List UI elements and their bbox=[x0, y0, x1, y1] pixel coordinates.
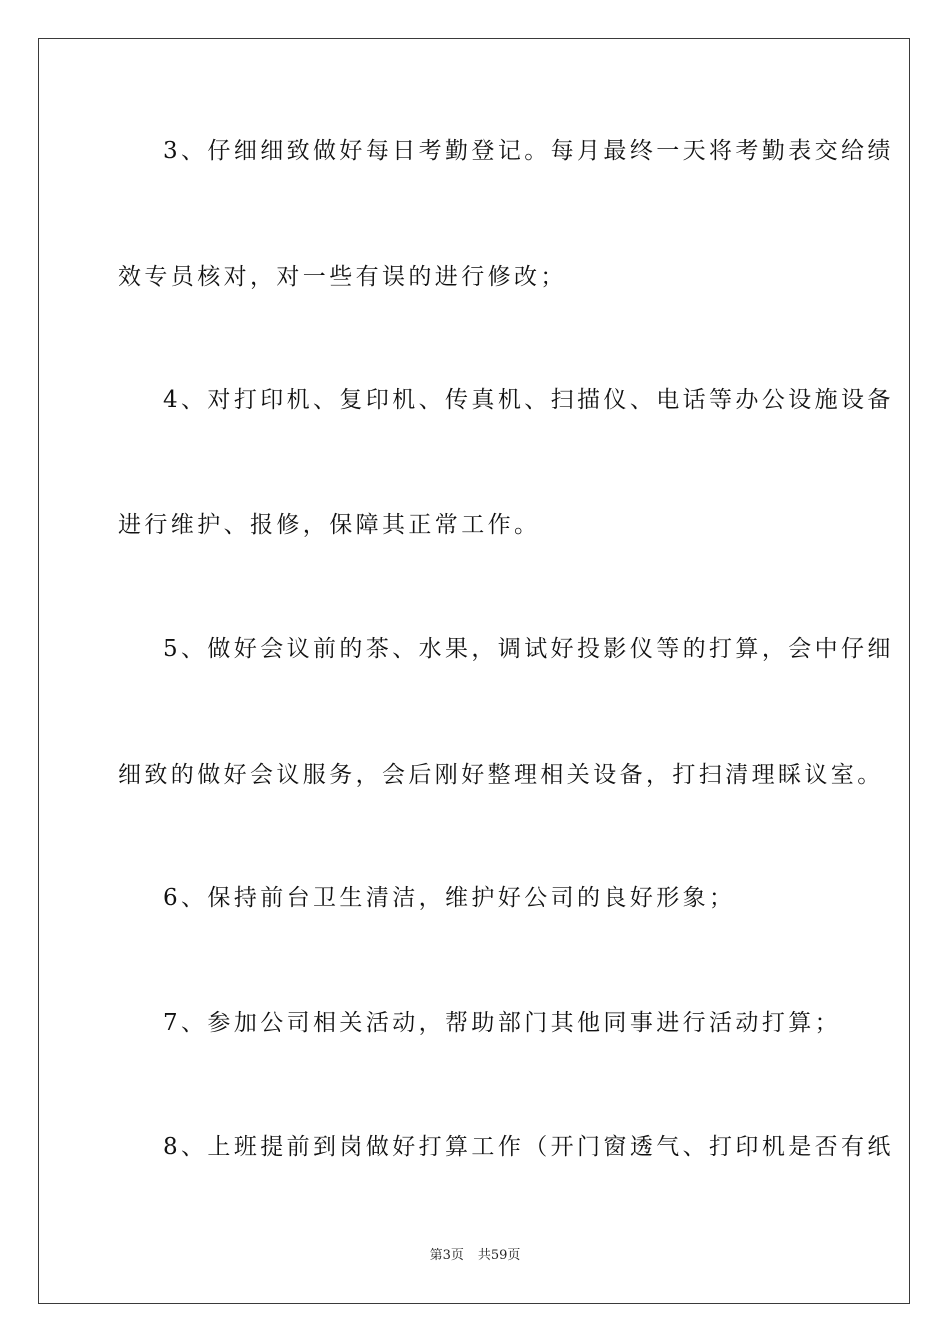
paragraph-5-line-2: 细致的做好会议服务，会后刚好整理相关设备，打扫清理睬议室。 bbox=[118, 762, 884, 788]
paragraph-4-line-1: 4、对打印机、复印机、传真机、扫描仪、电话等办公设施设备 bbox=[163, 387, 894, 413]
paragraph-4-line-2: 进行维护、报修，保障其正常工作。 bbox=[118, 512, 541, 538]
paragraph-7-line-1: 7、参加公司相关活动，帮助部门其他同事进行活动打算； bbox=[163, 1010, 842, 1036]
paragraph-6-line-1: 6、保持前台卫生清洁，维护好公司的良好形象； bbox=[163, 885, 736, 911]
paragraph-3-line-2: 效专员核对，对一些有误的进行修改； bbox=[118, 264, 567, 290]
page-number: 第3页 bbox=[429, 1248, 464, 1263]
total-pages: 共59页 bbox=[477, 1248, 521, 1263]
page-footer bbox=[0, 1248, 950, 1264]
page-border bbox=[38, 38, 910, 1304]
paragraph-3-line-1: 3、仔细细致做好每日考勤登记。每月最终一天将考勤表交给绩 bbox=[163, 138, 894, 164]
paragraph-5-line-1: 5、做好会议前的茶、水果，调试好投影仪等的打算，会中仔细 bbox=[163, 636, 894, 662]
paragraph-8-line-1: 8、上班提前到岗做好打算工作（开门窗透气、打印机是否有纸 bbox=[163, 1134, 894, 1160]
